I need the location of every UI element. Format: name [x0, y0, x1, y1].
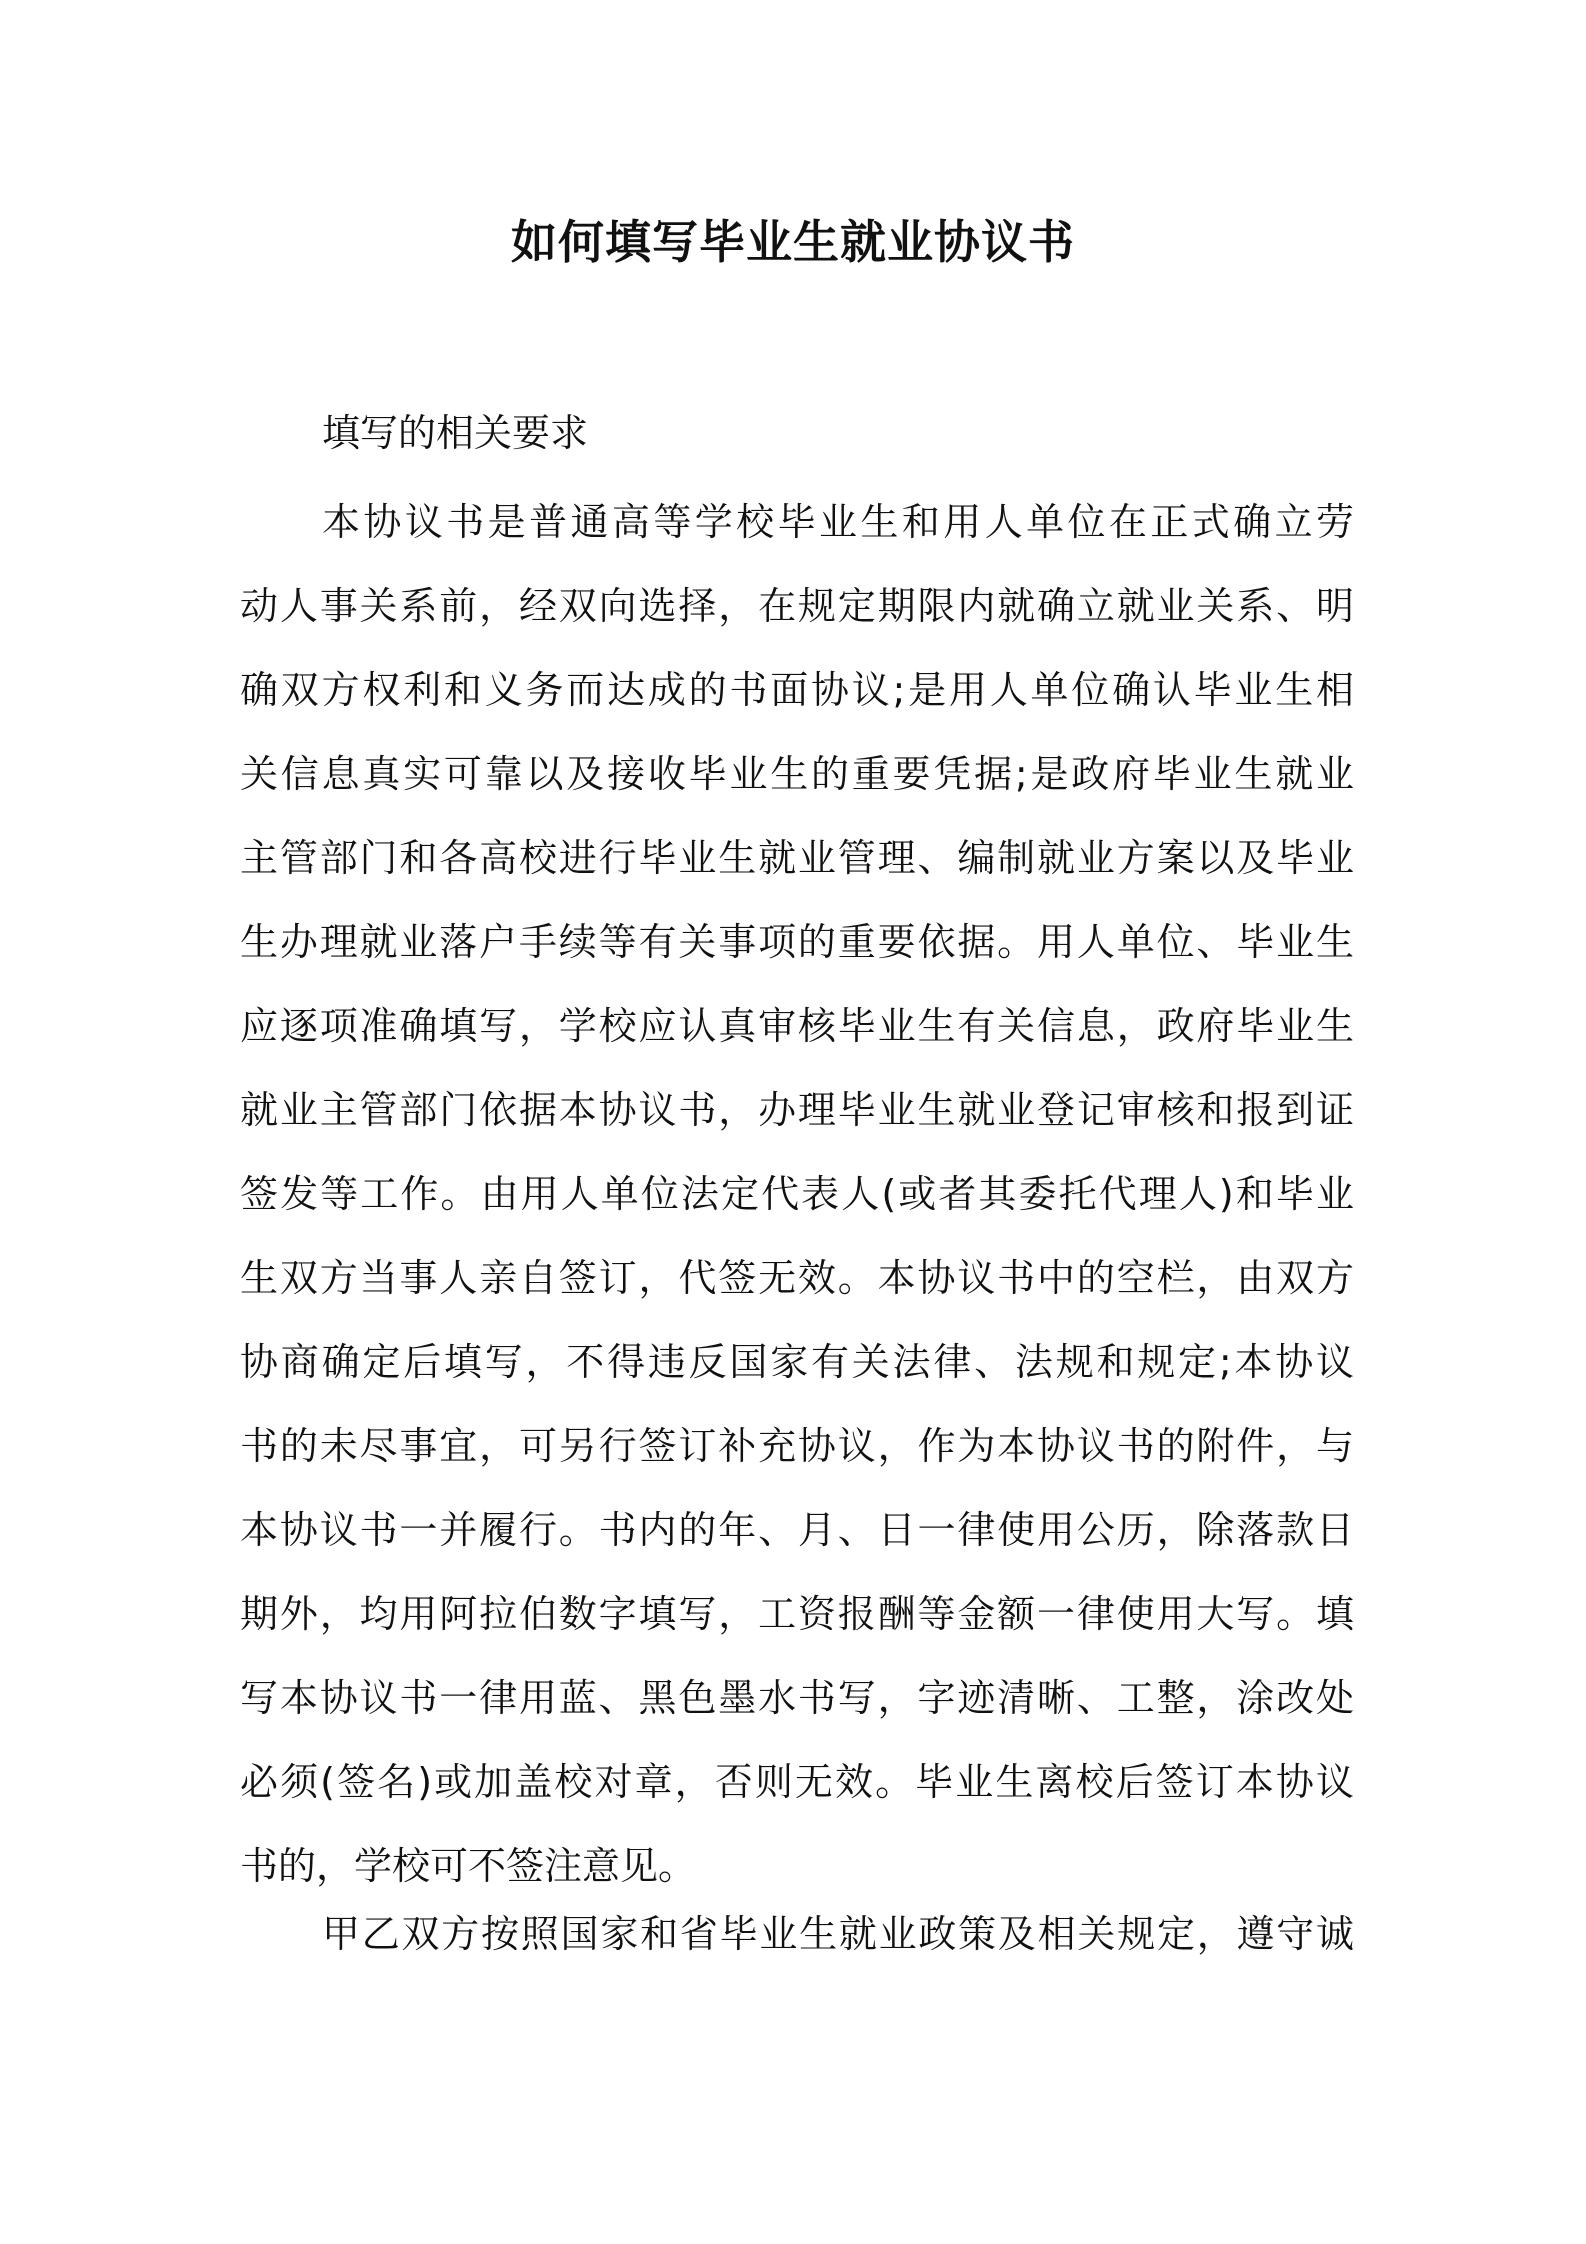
paragraph-line: 就业主管部门依据本协议书，办理毕业生就业登记审核和报到证: [240, 1088, 1354, 1132]
paragraph-line: 确双方权利和义务而达成的书面协议;是用人单位确认毕业生相: [240, 668, 1354, 712]
paragraph-line: 书的，学校可不签注意见。: [240, 1844, 697, 1888]
paragraph-line: 协商确定后填写，不得违反国家有关法律、法规和规定;本协议: [240, 1340, 1354, 1384]
paragraph-line: 期外，均用阿拉伯数字填写，工资报酬等金额一律使用大写。填: [240, 1592, 1354, 1636]
paragraph-requirements: [240, 480, 1354, 1908]
paragraph-line: 本协议书是普通高等学校毕业生和用人单位在正式确立劳: [322, 500, 1354, 544]
paragraph-agreement: [240, 1892, 1354, 1976]
paragraph-line: 写本协议书一律用蓝、黑色墨水书写，字迹清晰、工整，涂改处: [240, 1676, 1354, 1720]
document-title: 如何填写毕业生就业协议书: [511, 215, 1075, 269]
paragraph-line: 生办理就业落户手续等有关事项的重要依据。用人单位、毕业生: [240, 920, 1354, 964]
paragraph-line: 甲乙双方按照国家和省毕业生就业政策及相关规定，遵守诚: [322, 1912, 1354, 1956]
paragraph-line: 必须(签名)或加盖校对章，否则无效。毕业生离校后签订本协议: [240, 1760, 1354, 1804]
paragraph-line: 生双方当事人亲自签订，代签无效。本协议书中的空栏，由双方: [240, 1256, 1354, 1300]
paragraph-line: 本协议书一并履行。书内的年、月、日一律使用公历，除落款日: [240, 1508, 1354, 1552]
paragraph-line: 主管部门和各高校进行毕业生就业管理、编制就业方案以及毕业: [240, 836, 1354, 880]
paragraph-line: 书的未尽事宜，可另行签订补充协议，作为本协议书的附件，与: [240, 1424, 1354, 1468]
paragraph-line: 动人事关系前，经双向选择，在规定期限内就确立就业关系、明: [240, 584, 1354, 628]
paragraph-line: 应逐项准确填写，学校应认真审核毕业生有关信息，政府毕业生: [240, 1004, 1354, 1048]
paragraph-line: 关信息真实可靠以及接收毕业生的重要凭据;是政府毕业生就业: [240, 752, 1354, 796]
section-heading: 填写的相关要求: [322, 411, 589, 455]
paragraph-line: 签发等工作。由用人单位法定代表人(或者其委托代理人)和毕业: [240, 1172, 1354, 1216]
